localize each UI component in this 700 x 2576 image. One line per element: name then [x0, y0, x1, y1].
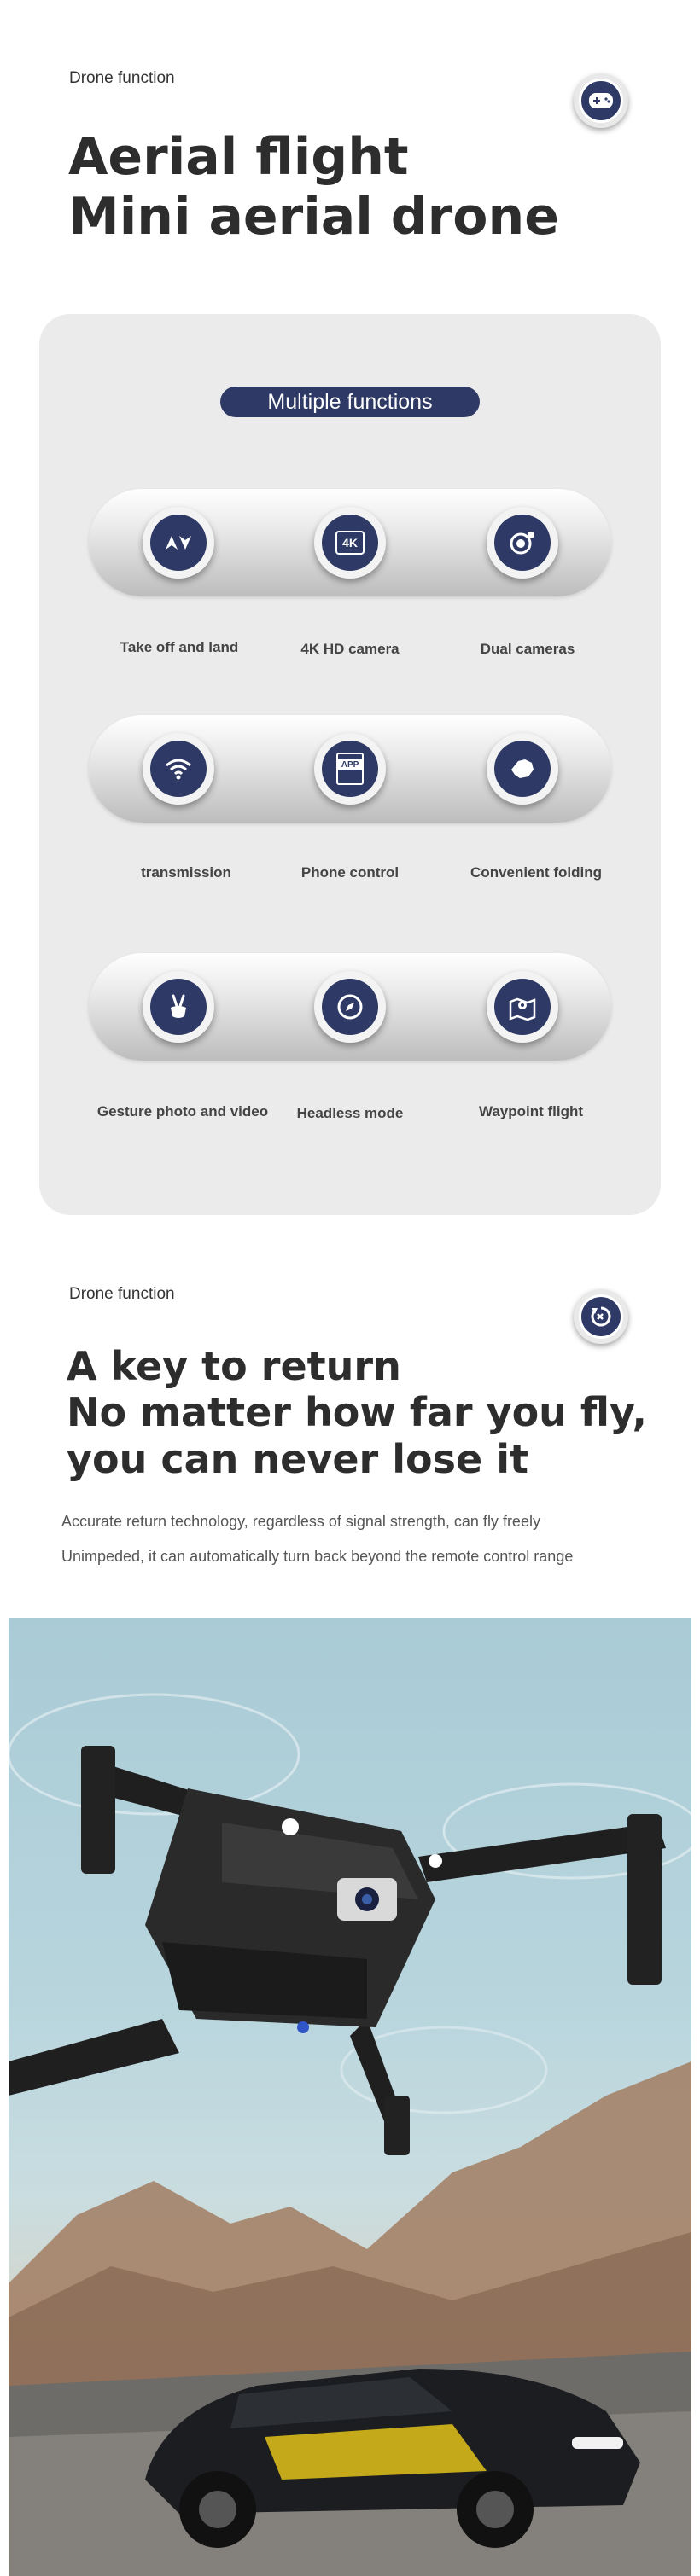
- function-icon-wrap: [487, 507, 558, 579]
- page-title: [68, 128, 559, 247]
- function-icon-wrap: [314, 507, 386, 579]
- return-body-line-1: Accurate return technology, regardless of signal strength, can fly freely: [61, 1513, 540, 1530]
- return-icon: [579, 1294, 623, 1339]
- drone-illustration: [9, 1618, 691, 2576]
- takeoff-land-icon: [150, 515, 207, 571]
- map-waypoint-icon: [494, 979, 551, 1035]
- return-title-line-1: A key to return: [67, 1343, 401, 1389]
- function-icon-wrap: [143, 971, 214, 1043]
- function-label: Waypoint flight: [478, 1103, 584, 1119]
- gesture-icon: [150, 979, 207, 1035]
- 4k-text: 4K: [335, 531, 365, 555]
- section-eyebrow: Drone function: [69, 1285, 175, 1303]
- return-title-line-3: you can never lose it: [67, 1435, 528, 1482]
- function-label: Phone control: [300, 864, 400, 881]
- drone-car-photo: [9, 1618, 691, 2576]
- return-title: [67, 1343, 647, 1482]
- function-icon-wrap: [143, 507, 214, 579]
- gamepad-icon: [579, 79, 623, 123]
- function-icon-wrap: [487, 733, 558, 805]
- section-eyebrow: Drone function: [69, 69, 175, 87]
- functions-pill: Multiple functions: [220, 387, 480, 417]
- app-phone-icon: [322, 741, 378, 797]
- return-badge: [574, 1289, 628, 1344]
- function-label: 4K HD camera: [300, 641, 400, 657]
- return-body-line-2: Unimpeded, it can automatically turn back beyond the remote control range: [61, 1548, 574, 1565]
- title-line-1: Aerial flight: [68, 127, 409, 187]
- function-label: transmission: [141, 864, 231, 881]
- feature-badge: [574, 73, 628, 128]
- function-icon-wrap: [314, 733, 386, 805]
- function-icon-wrap: [314, 971, 386, 1043]
- function-icon-wrap: [143, 733, 214, 805]
- camera-lens-icon: [494, 515, 551, 571]
- function-label: Take off and land: [120, 639, 239, 655]
- function-label: Dual cameras: [480, 641, 575, 657]
- return-title-line-2: No matter how far you fly,: [67, 1389, 647, 1436]
- app-text: APP: [336, 759, 364, 770]
- function-label: Convenient folding: [470, 864, 602, 881]
- wifi-icon: [150, 741, 207, 797]
- title-line-2: Mini aerial drone: [68, 186, 559, 247]
- function-label: Headless mode: [296, 1105, 404, 1121]
- fold-hand-icon: [494, 741, 551, 797]
- function-icon-wrap: [487, 971, 558, 1043]
- 4k-icon: [322, 515, 378, 571]
- function-label: Gesture photo and video: [96, 1103, 269, 1119]
- compass-icon: [322, 979, 378, 1035]
